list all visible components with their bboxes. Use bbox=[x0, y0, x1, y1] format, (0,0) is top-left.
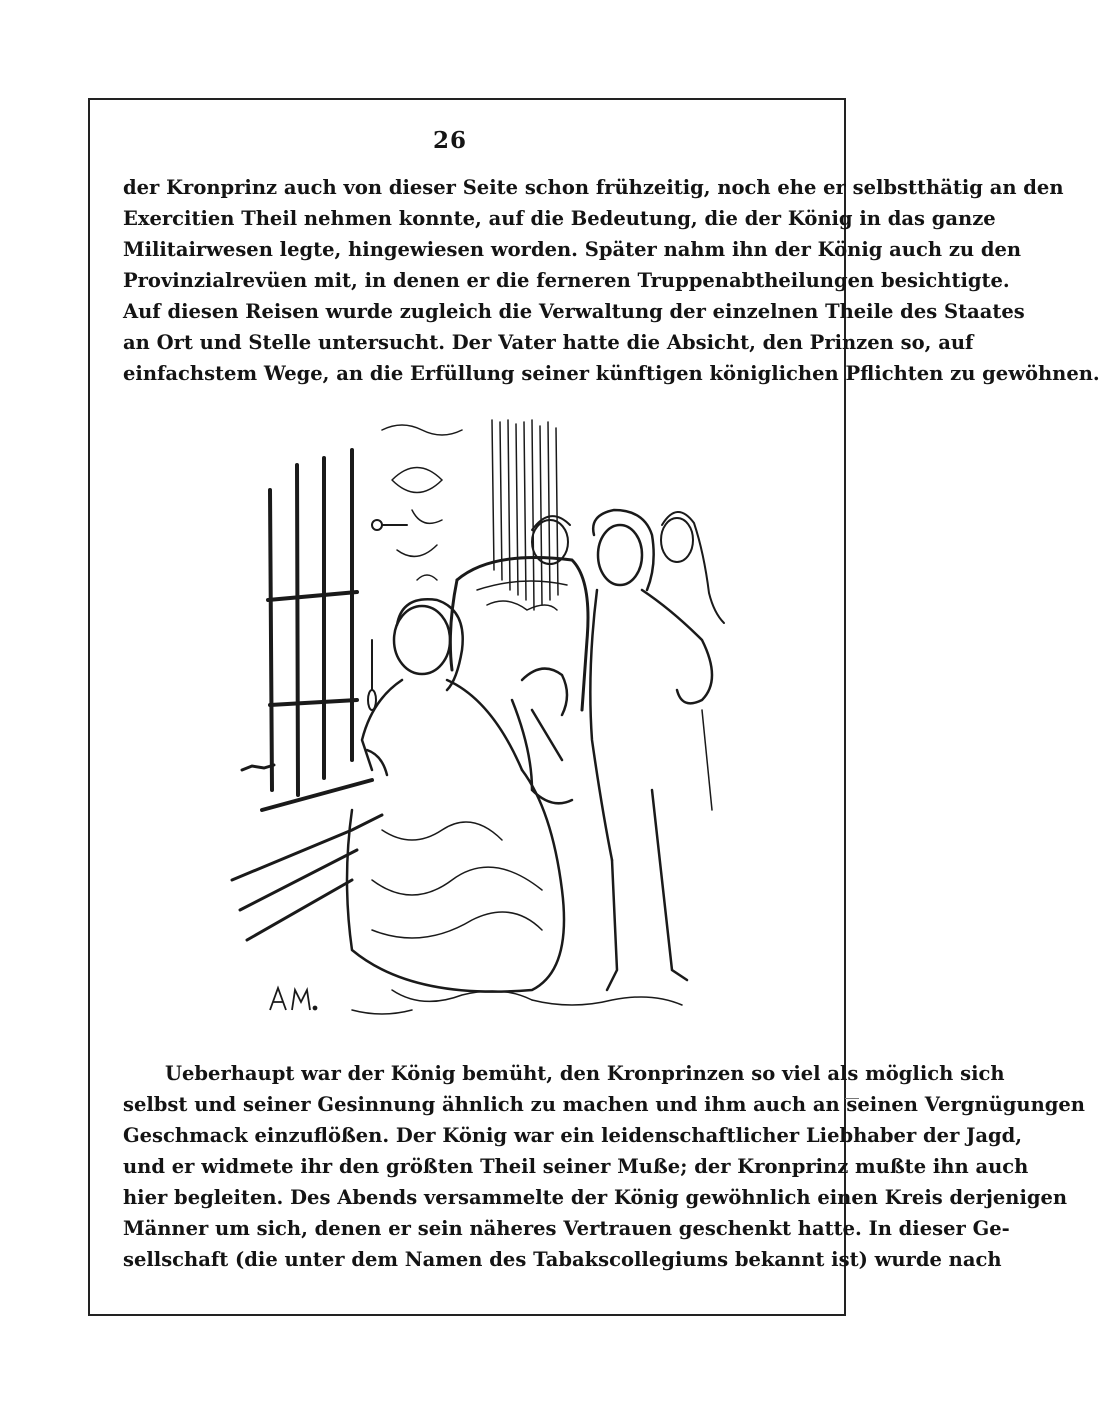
text-line: Männer um sich, denen er sein näheres Vertrauen geschenkt hatte. In dieser Ge- bbox=[123, 1217, 1010, 1240]
standing-courtier bbox=[590, 510, 712, 990]
text-line: Exercitien Theil nehmen konnte, auf die Bedeutung, die der König in das ganze bbox=[123, 207, 996, 230]
artist-monogram bbox=[270, 988, 317, 1010]
background-courtier bbox=[532, 512, 724, 623]
text-line: einfachstem Wege, an die Erfüllung seiner künftigen königlichen Pflichten zu gewöhnen. bbox=[123, 362, 1100, 385]
text-line: Militairwesen legte, hingewiesen worden. Später nahm ihn der König auch zu den bbox=[123, 238, 1022, 261]
text-line: Auf diesen Reisen wurde zugleich die Verwaltung der einzelnen Theile des Staates bbox=[123, 300, 1025, 323]
seated-king bbox=[347, 599, 564, 1001]
paragraph-bottom bbox=[123, 1058, 1085, 1275]
text-line: Provinzialrevüen mit, in denen er die ferneren Truppenabtheilungen besichtigte. bbox=[123, 269, 1010, 292]
text-line: sellschaft (die unter dem Namen des Tabakscollegiums bekannt ist) wurde nach bbox=[123, 1248, 1002, 1271]
paragraph-top bbox=[123, 172, 1100, 389]
wall-ornament bbox=[382, 425, 462, 580]
text-line: selbst und seiner Gesinnung ähnlich zu machen und ihm auch an seinen Vergnügungen bbox=[123, 1093, 1085, 1116]
text-line: der Kronprinz auch von dieser Seite schon frühzeitig, noch ehe er selbstthätig an den bbox=[123, 176, 1064, 199]
window-sill bbox=[232, 765, 382, 940]
text-line: Ueberhaupt war der König bemüht, den Kronprinzen so viel als möglich sich bbox=[165, 1062, 1005, 1085]
text-line: hier begleiten. Des Abends versammelte der König gewöhnlich einen Kreis derjenigen bbox=[123, 1186, 1068, 1209]
window-frame bbox=[262, 450, 372, 810]
text-line: Geschmack einzuflößen. Der König war ein leidenschaftlicher Liebhaber der Jagd, bbox=[123, 1124, 1023, 1147]
page-number: 26 bbox=[432, 127, 467, 154]
margin-mark bbox=[845, 1098, 859, 1105]
crown-prince bbox=[512, 669, 572, 804]
text-line: und er widmete ihr den größten Theil seiner Muße; der Kronprinz mußte ihn auch bbox=[123, 1155, 1029, 1178]
text-line: an Ort und Stelle untersucht. Der Vater hatte die Absicht, den Prinzen so, auf bbox=[123, 331, 974, 354]
floor-shadow bbox=[352, 997, 682, 1014]
engraving-illustration bbox=[232, 410, 770, 1042]
